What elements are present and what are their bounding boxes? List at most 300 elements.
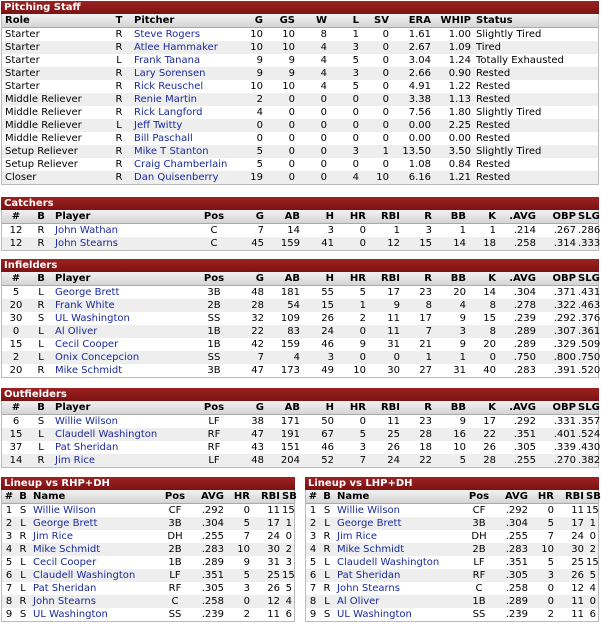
catcher-header-rbi[interactable]: RBI [368, 210, 402, 224]
pitcher-header-sv[interactable]: SV [361, 14, 391, 28]
pitcher-cell: 0 [382, 133, 389, 144]
lineup-rhp-player-link[interactable]: Jim Rice [33, 531, 74, 542]
lineup-rhp-player-link[interactable]: Willie Wilson [33, 505, 97, 516]
infielder-row[interactable] [2, 312, 598, 325]
lineup-lhp-player-link[interactable]: Al Oliver [334, 595, 464, 608]
pitcher-header-role[interactable]: Role [2, 14, 107, 28]
infielder-player-link[interactable]: George Brett [55, 287, 120, 298]
infielder-cell: .329 [553, 339, 576, 350]
infielder-header-g[interactable]: G [236, 272, 266, 286]
lineup-rhp-header-[interactable]: # [2, 490, 16, 504]
lineup-rhp-cell: 7 [5, 583, 13, 594]
catcher-header-r[interactable]: R [402, 210, 434, 224]
outfielder-cell: 17 [483, 416, 496, 427]
pitcher-cell: 0 [329, 93, 361, 106]
pitching-staff-title: Pitching Staff [1, 1, 599, 14]
pitcher-player-link[interactable]: Renie Martin [131, 93, 235, 106]
lineup-lhp-cell: CF [472, 505, 486, 516]
infielder-cell: 23 [419, 287, 432, 298]
lineup-rhp-row[interactable] [2, 530, 294, 543]
infielder-header-slg[interactable]: SLG [578, 273, 600, 284]
lineup-rhp-player-link[interactable]: Mike Schmidt [30, 543, 160, 556]
pitcher-cell: Middle Reliever [5, 107, 82, 118]
lineup-lhp-table [306, 490, 601, 621]
outfielder-row[interactable] [2, 441, 598, 454]
infielder-row[interactable] [2, 338, 598, 351]
pitcher-row[interactable] [2, 171, 598, 184]
lineup-lhp-player-link[interactable]: John Stearns [337, 583, 400, 594]
lineup-lhp-cell: DH [471, 531, 487, 542]
pitcher-cell: 7.56 [408, 107, 431, 118]
lineup-rhp-cell: 2 [2, 517, 16, 530]
infielder-header-[interactable]: # [2, 272, 30, 286]
catcher-header-k[interactable]: K [468, 210, 498, 224]
infielder-cell: L [30, 351, 52, 364]
lineup-lhp-cell: 15 [586, 505, 599, 516]
lineup-rhp-cell: L [16, 517, 30, 530]
lineup-lhp-header-rbi[interactable]: RBI [556, 490, 586, 504]
lineup-rhp-row[interactable] [2, 556, 294, 569]
lineup-rhp-header-hr[interactable]: HR [226, 490, 252, 504]
infielder-row[interactable] [2, 325, 598, 338]
infielder-header-pos[interactable]: Pos [192, 272, 236, 286]
lineup-lhp-cell: C [475, 583, 483, 594]
outfielder-header-player[interactable]: Player [52, 401, 192, 415]
lineup-lhp-cell: .351 [505, 557, 528, 568]
pitcher-cell: 0 [288, 133, 295, 144]
outfielder-header-hr[interactable]: HR [336, 401, 368, 415]
pitcher-player-link[interactable]: Mike T Stanton [131, 145, 235, 158]
pitcher-player-link[interactable]: Craig Chamberlain [134, 159, 228, 170]
lineup-rhp-player-link[interactable]: John Stearns [30, 595, 160, 608]
lineup-lhp-row[interactable] [306, 582, 598, 595]
outfielder-player-link[interactable]: Jim Rice [52, 454, 192, 467]
pitcher-header-whip[interactable]: WHIP [433, 14, 473, 28]
lineup-lhp-cell: 11 [556, 595, 586, 608]
lineup-rhp-row[interactable] [2, 608, 294, 621]
infielder-header-rbi[interactable]: RBI [368, 272, 402, 286]
lineup-rhp-row[interactable] [2, 517, 294, 530]
pitcher-header-era[interactable]: ERA [391, 14, 433, 28]
lineup-rhp-row[interactable] [2, 569, 294, 582]
catcher-player-link[interactable]: John Wathan [55, 225, 119, 236]
infielder-header-hr[interactable]: HR [336, 272, 368, 286]
outfielder-cell: R [30, 454, 52, 467]
lineup-lhp-cell: .255 [505, 531, 528, 542]
pitcher-cell: Totally Exhausted [476, 55, 564, 66]
lineup-rhp-cell: 3 [243, 583, 250, 594]
catcher-row[interactable] [2, 224, 598, 238]
infielder-cell: .431 [578, 287, 601, 298]
catcher-cell: 0 [336, 237, 368, 250]
infielder-player-link[interactable]: Mike Schmidt [55, 365, 123, 376]
infielder-cell: 49 [321, 365, 334, 376]
catcher-cell: .258 [498, 237, 538, 250]
pitcher-cell: 4 [329, 171, 361, 184]
catcher-header-g[interactable]: G [236, 210, 266, 224]
outfielder-cell: 5 [434, 454, 468, 467]
pitcher-cell: 3.38 [391, 93, 433, 106]
infielder-cell: 0 [468, 351, 498, 364]
catcher-cell: .286 [578, 225, 601, 236]
infielder-player-link[interactable]: Frank White [52, 299, 192, 312]
outfielder-header-ab[interactable]: AB [266, 401, 302, 415]
infielder-header-k[interactable]: K [468, 272, 498, 286]
catcher-cell: 159 [266, 237, 302, 250]
pitcher-player-link[interactable]: Rick Langford [134, 107, 203, 118]
lineup-rhp-cell: 3 [285, 557, 292, 568]
infielder-header-h[interactable]: H [302, 272, 336, 286]
lineup-lhp-header-hr[interactable]: HR [530, 490, 556, 504]
infielder-player-link[interactable]: Onix Concepcion [52, 351, 192, 364]
catcher-header-ab[interactable]: AB [266, 210, 302, 224]
lineup-rhp-header-pos[interactable]: Pos [160, 490, 190, 504]
lineup-lhp-cell: 10 [530, 543, 556, 556]
catcher-header-hr[interactable]: HR [336, 210, 368, 224]
outfielder-header-avg[interactable]: .AVG [498, 401, 538, 415]
pitcher-row[interactable] [2, 67, 598, 80]
pitcher-cell: 4 [320, 55, 327, 66]
lineup-lhp-cell: 15 [586, 557, 599, 568]
pitcher-player-link[interactable]: Bill Paschall [134, 133, 193, 144]
lineup-lhp-header-pos[interactable]: Pos [464, 490, 494, 504]
catcher-header-player[interactable]: Player [52, 210, 192, 224]
infielder-cell: 7 [236, 351, 266, 364]
lineup-lhp-cell: 5 [309, 557, 317, 568]
outfielder-cell: 28 [402, 428, 434, 441]
pitcher-cell: R [115, 107, 123, 118]
outfielder-cell: 67 [302, 428, 336, 441]
lineup-rhp-cell: 15 [282, 505, 295, 516]
infielder-header-bb[interactable]: BB [434, 272, 468, 286]
lineup-rhp-header-avg[interactable]: AVG [190, 490, 226, 504]
catchers-panel [1, 197, 599, 251]
infielder-cell: .239 [513, 313, 536, 324]
pitcher-row[interactable] [2, 132, 598, 145]
lineup-lhp-header-b[interactable]: B [320, 490, 334, 504]
outfielder-cell: .401 [538, 428, 578, 441]
lineup-lhp-header-name[interactable]: Name [334, 490, 464, 504]
pitcher-cell: Setup Reliever [2, 145, 107, 158]
catcher-player-link[interactable]: John Stearns [52, 237, 192, 250]
infielder-header-obp[interactable]: OBP [538, 272, 578, 286]
lineup-lhp-cell: 0 [589, 531, 596, 542]
pitcher-cell: 2.25 [433, 119, 473, 132]
pitcher-header-status[interactable]: Status [473, 14, 598, 28]
infielder-row[interactable] [2, 351, 598, 364]
pitcher-row[interactable] [2, 119, 598, 132]
pitcher-row[interactable] [2, 54, 598, 67]
catcher-header-bb[interactable]: BB [434, 210, 468, 224]
lineup-lhp-cell: 1 [586, 517, 598, 530]
lineup-lhp-cell: SS [472, 609, 486, 620]
lineup-rhp-cell: 5 [285, 583, 292, 594]
infielder-cell: SS [192, 351, 236, 364]
lineup-rhp-player-link[interactable]: UL Washington [33, 609, 108, 620]
pitcher-cell: R [107, 171, 131, 184]
pitcher-cell: 1.80 [448, 107, 471, 118]
infielder-cell: 1 [336, 299, 368, 312]
lineup-lhp-cell: 5 [530, 517, 556, 530]
lineup-lhp-row[interactable] [306, 556, 598, 569]
pitcher-cell: 1.00 [448, 29, 471, 40]
lineup-rhp-header-rbi[interactable]: RBI [252, 490, 282, 504]
lineup-lhp-cell: L [324, 557, 330, 568]
outfielder-header-g[interactable]: G [236, 401, 266, 415]
lineup-lhp-row[interactable] [306, 608, 598, 621]
catcher-header-slg[interactable]: SLG [578, 211, 600, 222]
lineup-lhp-player-link[interactable]: Willie Wilson [337, 505, 401, 516]
lineup-lhp-cell: 9 [309, 609, 317, 620]
pitcher-row[interactable] [2, 158, 598, 171]
pitcher-cell: 2.67 [391, 41, 433, 54]
infielder-cell: .292 [553, 313, 576, 324]
pitcher-cell: 8 [320, 29, 327, 40]
catcher-cell: 1 [393, 225, 400, 236]
lineup-lhp-cell: .292 [505, 505, 528, 516]
pitcher-header-g[interactable]: G [235, 14, 265, 28]
lineup-lhp-cell: 5 [547, 557, 554, 568]
infielder-player-link[interactable]: UL Washington [55, 313, 130, 324]
lineup-rhp-table [2, 490, 297, 621]
catcher-cell: .214 [513, 225, 536, 236]
outfielder-player-link[interactable]: Willie Wilson [55, 416, 119, 427]
lineup-lhp-player-link[interactable]: Mike Schmidt [334, 543, 464, 556]
outfielder-header-slg[interactable]: SLG [578, 402, 600, 413]
lineup-lhp-cell: 6 [589, 609, 596, 620]
outfielder-header-h[interactable]: H [302, 401, 336, 415]
pitcher-row[interactable] [2, 93, 598, 106]
infielder-header-avg[interactable]: .AVG [498, 272, 538, 286]
lineup-lhp-header-avg[interactable]: AVG [494, 490, 530, 504]
lineup-lhp-row[interactable] [306, 543, 598, 556]
pitcher-row[interactable] [2, 28, 598, 42]
outfielder-header-obp[interactable]: OBP [538, 401, 578, 415]
pitcher-player-link[interactable]: Dan Quisenberry [131, 171, 235, 184]
lineup-rhp-header-name[interactable]: Name [30, 490, 160, 504]
outfielder-cell: .331 [553, 416, 576, 427]
infielder-cell: 30 [9, 313, 23, 324]
lineup-lhp-header-sb[interactable]: SB [586, 491, 601, 502]
lineup-lhp-row[interactable] [306, 530, 598, 543]
pitcher-row[interactable] [2, 41, 598, 54]
infielder-row[interactable] [2, 299, 598, 312]
pitcher-header-t[interactable]: T [107, 14, 131, 28]
catcher-header-obp[interactable]: OBP [538, 210, 578, 224]
catcher-header-b[interactable]: B [30, 210, 52, 224]
lineup-lhp-cell: 17 [556, 517, 586, 530]
pitcher-cell: Middle Reliever [2, 93, 107, 106]
catcher-header-avg[interactable]: .AVG [498, 210, 538, 224]
lineup-lhp-row[interactable] [306, 569, 598, 582]
pitcher-cell: 0 [265, 93, 297, 106]
infielder-cell: 15 [302, 299, 336, 312]
pitcher-cell: 0 [329, 119, 361, 132]
catcher-header-h[interactable]: H [302, 210, 336, 224]
outfielder-cell: .382 [578, 455, 601, 466]
pitcher-player-link[interactable]: Jeff Twitty [131, 119, 235, 132]
infielder-cell: 11 [387, 313, 400, 324]
pitcher-cell: Tired [473, 41, 598, 54]
infielder-cell: 0 [336, 351, 368, 364]
lineup-lhp-player-link[interactable]: Jim Rice [337, 531, 378, 542]
pitcher-row[interactable] [2, 106, 598, 119]
catcher-cell: 12 [368, 237, 402, 250]
pitcher-cell: R [115, 133, 123, 144]
lineup-lhp-panel [305, 477, 599, 622]
infielder-cell: .463 [578, 300, 601, 311]
lineup-rhp-cell: R [16, 543, 30, 556]
lineup-rhp-header-b[interactable]: B [16, 490, 30, 504]
lineup-lhp-row[interactable] [306, 517, 598, 530]
catcher-cell: 41 [302, 237, 336, 250]
lineup-lhp-player-link[interactable]: UL Washington [337, 609, 412, 620]
lineup-lhp-cell: .258 [505, 583, 528, 594]
infielder-cell: R [37, 365, 45, 376]
catcher-row[interactable] [2, 237, 598, 250]
lineup-rhp-row[interactable] [2, 504, 294, 518]
pitcher-player-link[interactable]: Atlee Hammaker [131, 41, 235, 54]
pitcher-header-w[interactable]: W [297, 14, 329, 28]
infielder-cell: .509 [578, 339, 601, 350]
infielder-header-ab[interactable]: AB [266, 272, 302, 286]
pitcher-player-link[interactable]: Rick Reuschel [134, 81, 204, 92]
infielder-cell: 1 [434, 351, 468, 364]
infielder-header-b[interactable]: B [30, 272, 52, 286]
pitcher-player-link[interactable]: Frank Tanana [134, 55, 201, 66]
pitcher-cell: 1.13 [433, 93, 473, 106]
outfielder-header-[interactable]: # [2, 401, 30, 415]
infielder-cell: 27 [419, 365, 432, 376]
outfielder-cell: 3 [359, 442, 366, 453]
outfielder-header-k[interactable]: K [468, 401, 498, 415]
outfielder-header-rbi[interactable]: RBI [368, 401, 402, 415]
pitcher-header-pitcher[interactable]: Pitcher [131, 14, 235, 28]
outfielder-player-link[interactable]: Pat Sheridan [55, 442, 119, 453]
lineup-rhp-title: Lineup vs RHP+DH [1, 477, 295, 490]
lineup-rhp-header-sb[interactable]: SB [282, 491, 297, 502]
infielder-cell: S [37, 313, 45, 324]
catcher-cell: 45 [236, 237, 266, 250]
outfielder-row[interactable] [2, 428, 598, 441]
catchers-title: Catchers [1, 197, 599, 210]
catcher-cell: 14 [287, 225, 300, 236]
lineup-lhp-player-link[interactable]: George Brett [334, 517, 464, 530]
infielder-row[interactable] [2, 286, 598, 300]
outfielder-row[interactable] [2, 454, 598, 467]
pitcher-cell: 0 [265, 145, 297, 158]
infielder-cell: .520 [578, 365, 601, 376]
infielder-cell: .278 [498, 299, 538, 312]
outfielder-header-bb[interactable]: BB [434, 401, 468, 415]
pitcher-player-link[interactable]: Steve Rogers [134, 29, 201, 40]
infielder-header-player[interactable]: Player [52, 272, 192, 286]
lineup-rhp-player-link[interactable]: George Brett [30, 517, 160, 530]
lineup-rhp-cell: DH [167, 531, 183, 542]
lineup-lhp-header-[interactable]: # [306, 490, 320, 504]
pitcher-player-link[interactable]: Lary Sorensen [131, 67, 235, 80]
infielder-cell: 3 [302, 351, 336, 364]
catcher-header-pos[interactable]: Pos [192, 210, 236, 224]
outfielder-header-r[interactable]: R [402, 401, 434, 415]
lineup-lhp-row[interactable] [306, 504, 598, 518]
outfielder-row[interactable] [2, 415, 598, 429]
pitcher-cell: R [107, 145, 131, 158]
outfielder-cell: 26 [483, 442, 496, 453]
infielder-player-link[interactable]: Cecil Cooper [55, 339, 119, 350]
outfielder-cell: 9 [459, 416, 466, 427]
infielder-cell: L [30, 325, 52, 338]
infielder-cell: 11 [368, 325, 402, 338]
lineup-rhp-cell: LF [160, 569, 190, 582]
infielder-cell: 10 [353, 365, 366, 376]
infielder-player-link[interactable]: Al Oliver [52, 325, 192, 338]
infielder-row[interactable] [2, 364, 598, 377]
pitcher-cell: 9 [265, 67, 297, 80]
lineup-lhp-cell: 3B [464, 517, 494, 530]
outfielder-player-link[interactable]: Claudell Washington [52, 428, 192, 441]
lineup-rhp-player-link[interactable]: Pat Sheridan [33, 583, 97, 594]
lineup-rhp-cell: L [20, 583, 26, 594]
outfielder-cell: 24 [368, 454, 402, 467]
outfielder-cell: S [37, 416, 45, 427]
outfielder-cell: 22 [468, 428, 498, 441]
infielder-cell: 0 [336, 325, 368, 338]
pitcher-cell: Starter [5, 55, 40, 66]
lineup-rhp-cell: S [19, 505, 27, 516]
lineup-lhp-cell: R [320, 543, 334, 556]
lineup-rhp-cell: 2 [243, 609, 250, 620]
outfielder-cell: LF [192, 454, 236, 467]
lineup-lhp-row[interactable] [306, 595, 598, 608]
outfielder-header-pos[interactable]: Pos [192, 401, 236, 415]
lineup-lhp-cell: LF [473, 557, 485, 568]
lineup-lhp-cell: 8 [306, 595, 320, 608]
catcher-header-[interactable]: # [2, 210, 30, 224]
pitcher-cell: Setup Reliever [5, 159, 78, 170]
infielder-header-r[interactable]: R [402, 272, 434, 286]
pitcher-cell: 0 [382, 81, 389, 92]
pitcher-cell: Rested [473, 93, 598, 106]
pitcher-cell: 0 [288, 107, 295, 118]
pitcher-row[interactable] [2, 80, 598, 93]
outfielder-cell: .305 [513, 442, 536, 453]
lineup-rhp-row[interactable] [2, 543, 294, 556]
pitcher-cell: Rested [473, 119, 598, 132]
lineup-rhp-player-link[interactable]: Claudell Washington [30, 569, 160, 582]
pitcher-row[interactable] [2, 145, 598, 158]
pitcher-header-gs[interactable]: GS [265, 14, 297, 28]
lineup-rhp-row[interactable] [2, 595, 294, 608]
lineup-lhp-player-link[interactable]: Pat Sheridan [334, 569, 464, 582]
outfielder-header-b[interactable]: B [30, 401, 52, 415]
infielder-cell: .371 [553, 287, 576, 298]
outfielder-cell: 22 [402, 454, 434, 467]
lineup-rhp-cell: .304 [190, 517, 226, 530]
infielder-cell: 31 [387, 339, 400, 350]
lineup-rhp-cell: .255 [201, 531, 224, 542]
outfielder-cell: RF [192, 428, 236, 441]
infielder-cell: 1 [402, 351, 434, 364]
lineup-rhp-player-link[interactable]: Cecil Cooper [33, 557, 97, 568]
pitcher-cell: R [115, 81, 123, 92]
infielder-cell: .361 [578, 326, 601, 337]
pitcher-cell: 0 [320, 159, 327, 170]
pitcher-header-l[interactable]: L [329, 14, 361, 28]
lineup-lhp-cell: 4 [589, 583, 596, 594]
lineup-lhp-player-link[interactable]: Claudell Washington [337, 557, 440, 568]
lineup-rhp-row[interactable] [2, 582, 294, 595]
